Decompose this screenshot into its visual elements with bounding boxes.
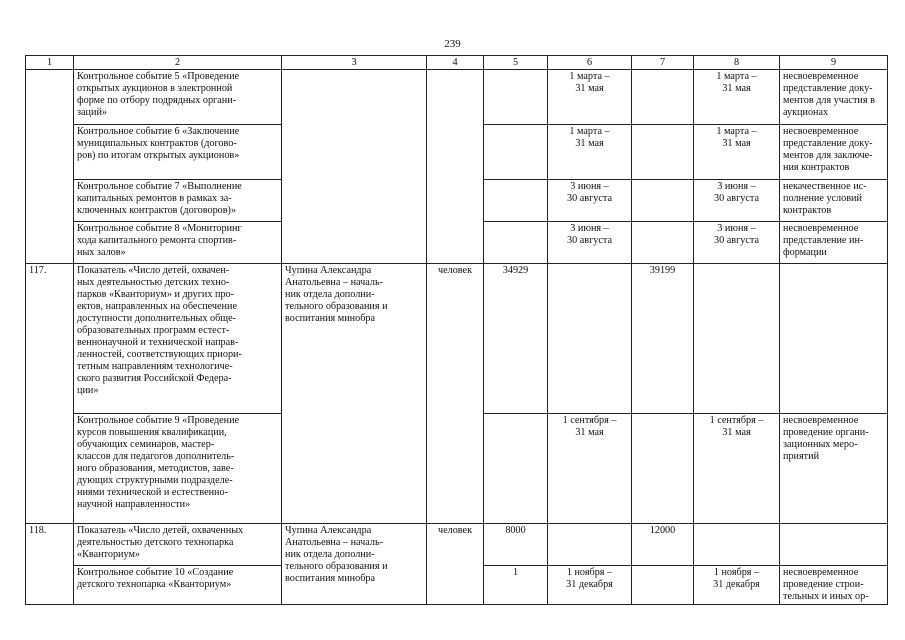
event-risk: несвоевременное представление доку- ментов для заключе- ния контрактов — [783, 126, 873, 173]
event-risk: несвоевременное проведение органи- зационных меро- приятий — [783, 415, 869, 462]
plan-table — [25, 55, 888, 605]
event-start: 3 июня – 30 августа — [567, 223, 612, 246]
end-empty — [694, 264, 780, 414]
event-name: Контрольное событие 7 «Выполнение капитальных ремонтов в рамках за- ключенных контрактов (договоров)» — [77, 181, 242, 216]
event-name: Контрольное событие 6 «Заключение муниципальных контрактов (догово- ров) по итогам открытых аукционов» — [77, 126, 240, 161]
event-name: Контрольное событие 9 «Проведение курсов повышения квалификации, обучающих семинаров, мастер- классов для педагогов дополнитель- ного образования, методистов, заве- дующих структурными подразделе- ниями технической и естественно- научной направленности» — [77, 415, 240, 510]
row-number-empty — [26, 70, 74, 264]
page-number: 239 — [444, 38, 461, 50]
table-row — [26, 264, 888, 414]
event-end: 3 июня – 30 августа — [714, 181, 759, 204]
base-value: 34929 — [502, 265, 529, 276]
event-risk: несвоевременное представление доку- ментов для участия в аукционах — [783, 71, 875, 118]
col-header-5: 5 — [484, 56, 548, 70]
value-empty — [484, 70, 548, 125]
row-number: 117. — [29, 265, 47, 276]
target-value: 12000 — [649, 525, 676, 536]
unit: человек — [437, 525, 473, 536]
event-risk: несвоевременное проведение строи- тельных и иных ор- — [783, 567, 869, 602]
start-empty — [548, 524, 632, 566]
event-risk: некачественное ис- полнение условий контрактов — [783, 181, 867, 216]
col-header-3: 3 — [282, 56, 427, 70]
value-empty — [484, 180, 548, 222]
target-empty — [632, 125, 694, 180]
col-header-1: 1 — [26, 56, 74, 70]
event-start: 1 марта – 31 мая — [569, 126, 610, 149]
event-start: 1 ноября – 31 декабря — [566, 567, 613, 590]
col-header-6: 6 — [548, 56, 632, 70]
col-header-9: 9 — [780, 56, 888, 70]
start-empty — [548, 264, 632, 414]
risk-empty — [780, 524, 888, 566]
table-row — [26, 70, 888, 125]
event-name: Контрольное событие 5 «Проведение открытых аукционов в электронной форме по отбору подрядных органи- заций» — [74, 70, 282, 125]
event-start: 1 марта – 31 мая — [569, 71, 610, 94]
target-empty — [632, 414, 694, 524]
event-end: 1 сентября – 31 мая — [709, 415, 764, 438]
event-end: 1 марта – 31 мая — [716, 126, 757, 149]
responsible-empty — [282, 70, 427, 264]
event-name: Контрольное событие 8 «Мониторинг хода капитального ремонта спортив- ных залов» — [77, 223, 242, 258]
value-empty — [484, 222, 548, 264]
target-empty — [632, 180, 694, 222]
value-empty — [484, 125, 548, 180]
col-header-4: 4 — [427, 56, 484, 70]
risk-empty — [780, 264, 888, 414]
end-empty — [694, 524, 780, 566]
target-value: 39199 — [649, 265, 676, 276]
value-empty — [484, 414, 548, 524]
event-start: 1 сентября – 31 мая — [562, 415, 617, 438]
row-number: 118. — [29, 525, 47, 536]
event-value: 1 — [512, 567, 519, 578]
col-header-2: 2 — [74, 56, 282, 70]
target-empty — [632, 566, 694, 605]
unit-empty — [427, 70, 484, 264]
event-end: 3 июня – 30 августа — [714, 223, 759, 246]
target-empty — [632, 222, 694, 264]
indicator-name: Показатель «Число детей, охвачен- ных деятельностью детских техно- парков «Кванториум» и других про- ектов, направленных на обеспечение доступности дополнительных обще- образовательных программ естест- веннонаучной и технической направ- ленностей, соответствующих приори- тетным направлениям технологиче- ского развития Российской Федера- ции» — [77, 265, 242, 396]
responsible-person: Чупина Александра Анатольевна – началь- ник отдела дополни- тельного образования и воспитания минобра — [285, 265, 388, 324]
col-header-8: 8 — [694, 56, 780, 70]
unit: человек — [437, 265, 473, 276]
indicator-name: Показатель «Число детей, охваченных деятельностью детского технопарка «Кванториум» — [77, 525, 244, 560]
event-name: Контрольное событие 10 «Создание детского технопарка «Кванториум» — [77, 567, 234, 590]
base-value: 8000 — [505, 525, 526, 536]
col-header-7: 7 — [632, 56, 694, 70]
table-row — [26, 524, 888, 566]
event-start: 3 июня – 30 августа — [567, 181, 612, 204]
column-header-row — [26, 56, 888, 70]
target-empty — [632, 70, 694, 125]
responsible-person: Чупина Александра Анатольевна – началь- ник отдела дополни- тельного образования и воспитания минобра — [285, 525, 388, 584]
event-risk: несвоевременное представление ин- формации — [783, 223, 864, 258]
event-end: 1 марта – 31 мая — [716, 71, 757, 94]
event-end: 1 ноября – 31 декабря — [713, 567, 760, 590]
